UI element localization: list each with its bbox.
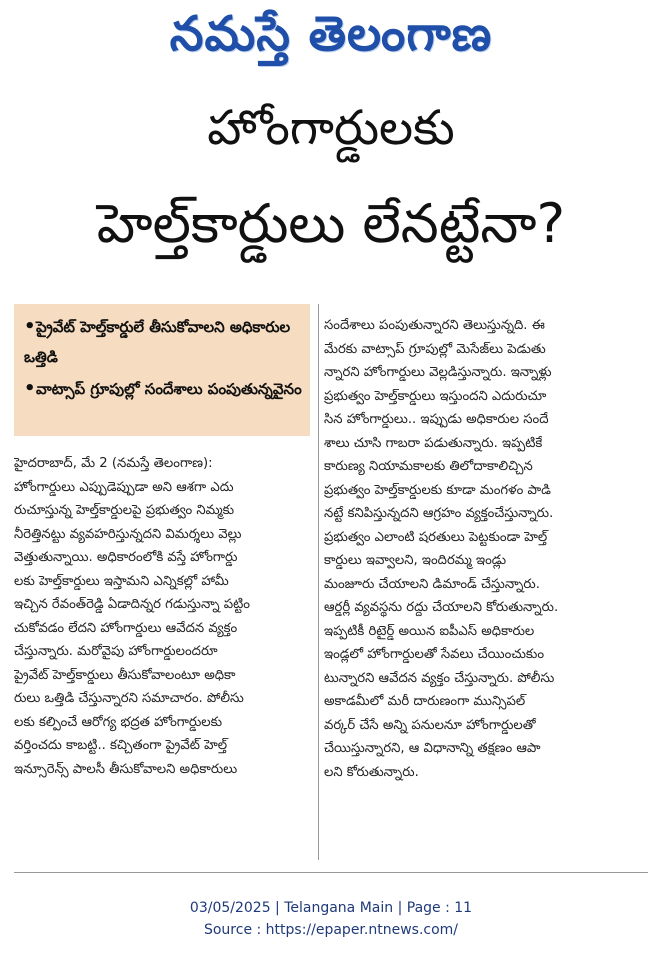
headline-line-2: హెల్త్‌కార్డులు లేనట్టేనా?: [96, 192, 566, 255]
article-text-line: ప్రభుత్వం హెల్త్‌కార్డులకు కూడా మంగళం పాడి: [324, 482, 551, 498]
article-text-line: ఇప్పటికీ రిటైర్డ్ అయిన ఐపీఎస్ అధికారుల: [324, 623, 535, 639]
article-text-line: శాలు చూసి గాబరా పడుతున్నారు. ఇప్పటికే: [324, 435, 543, 451]
article-text-line: ప్రభుత్వం ఎలాంటి షరతులు పెట్టకుండా హెల్త్: [324, 529, 548, 545]
article-text-line: లకు హెల్త్‌కార్డులు ఇస్తామని ఎన్నికల్లో హామీ: [14, 573, 229, 589]
article-text-line: వెత్తుతున్నాయి. అధికారంలోకి వస్తే హోంగార్డు: [14, 550, 238, 565]
article-text-line: సిన హోంగార్డులు.. ఇప్పుడు అధికారుల సందే: [324, 412, 549, 427]
article-text-line: హోంగార్డులు ఎప్పుడెప్పుడా అని ఆశగా ఎదు: [14, 479, 234, 495]
article: [14, 92, 648, 872]
highlight-item: •ప్రైవేట్ హెల్త్‌కార్డులే తీసుకోవాలని అధికారుల ఒత్తిడి: [24, 312, 304, 372]
article-text-line: మంజూరు చేయాలని డిమాండ్ చేస్తున్నారు.: [324, 576, 540, 592]
article-text-line: మేరకు వాట్సాప్ గ్రూపుల్లో మెసేజ్‌లు పెడుతు: [324, 341, 546, 357]
article-text-line: టున్నారని ఆవేదన వ్యక్తం చేస్తున్నారు. పోలీసు: [324, 670, 555, 686]
headline-line-1: హోంగార్డులకు: [207, 100, 455, 156]
article-text-line: చుకోవడం లేదని హోంగార్డులు ఆవేదన వ్యక్తం: [14, 620, 238, 636]
masthead-logo: [0, 0, 662, 78]
article-text-line: చేయిస్తున్నారని, ఆ విధానాన్ని తక్షణం ఆపా: [324, 741, 541, 756]
article-text-line: ఆర్డర్లీ వ్యవస్థను రద్దు చేయాలని కోరుతున్నారు.: [324, 600, 559, 615]
article-text-line: సందేశాలు పంపుతున్నారని తెలుస్తున్నది. ఈ: [324, 318, 545, 333]
article-text-line: నట్టే కనిపిస్తున్నదని ఆగ్రహం వ్యక్తంచేస్తున్నారు.: [324, 506, 554, 521]
left-column: [14, 452, 314, 781]
article-text-line: ఇచ్చిన రేవంత్‌రెడ్డి ఏడాదిన్నర గడుస్తున్నా పట్టిం: [14, 597, 250, 612]
highlight-item: •వాట్సాప్ గ్రూపుల్లో సందేశాలు పంపుతున్నవైనం: [24, 374, 304, 404]
column-divider: [318, 304, 319, 860]
article-text-line: న్నారని హోంగార్డులు వెల్లడిస్తున్నారు. ఇన్నాళ్లు: [324, 365, 552, 380]
article-text-line: రులు ఒత్తిడి చేస్తున్నారని సమాచారం. పోలీసు: [14, 691, 244, 706]
footer-divider: [14, 872, 648, 873]
article-text-line: రుచూస్తున్న హెల్త్‌కార్డులపై ప్రభుత్వం నిమ్మకు: [14, 503, 235, 518]
bullet-icon: •: [24, 316, 36, 337]
footer-source: Source : https://epaper.ntnews.com/: [203, 922, 459, 938]
article-text-line: లని కోరుతున్నారు.: [324, 764, 419, 780]
footer-date-page: 03/05/2025 | Telangana Main | Page : 11: [189, 900, 473, 916]
highlight-box: [14, 304, 310, 436]
right-column: [324, 314, 646, 784]
article-text-line: చేస్తున్నారు. మరోవైపు హోంగార్డులందరూ: [14, 644, 218, 659]
article-text-line: లకు కల్పించే ఆరోగ్య భద్రత హోంగార్డులకు: [14, 714, 223, 730]
article-text-line: ఇండ్లలో హోంగార్డులతో సేవలు చేయించుకుం: [324, 647, 545, 662]
article-text-line: నీరెత్తినట్టు వ్యవహరిస్తున్నదని విమర్శలు వెల్లు: [14, 526, 242, 542]
article-text-line: కారుణ్య నియామకాలకు తిలోదాకాలిచ్చిన: [324, 459, 533, 474]
article-text-line: హైదరాబాద్, మే 2 (నమస్తే తెలంగాణ):: [14, 456, 213, 471]
bullet-icon: •: [24, 378, 36, 399]
article-text-line: అకాడమీలో మరీ దారుణంగా మున్సిపల్: [324, 694, 526, 709]
article-text-line: ప్రభుత్వం హెల్త్‌కార్డులు ఇస్తుందని ఎదురుచూ: [324, 388, 547, 404]
article-text-line: ఇన్సూరెన్స్ పాలసీ తీసుకోవాలని అధికారులు: [14, 761, 238, 777]
masthead-title: నమస్తే తెలంగాణ: [169, 6, 493, 62]
article-text-line: కార్డులు ఇవ్వాలని, ఇందిరమ్మ ఇండ్లు: [324, 553, 507, 568]
article-text-line: ప్రైవేట్ హెల్త్‌కార్డులు తీసుకోవాలంటూ అధికా: [14, 667, 236, 683]
article-text-line: వర్కర్ చేసే అన్ని పనులనూ హోంగార్డులతో: [324, 717, 536, 733]
article-text-line: వర్తించదు కాబట్టి.. కచ్చితంగా ప్రైవేట్ హెల్త్: [14, 738, 228, 753]
